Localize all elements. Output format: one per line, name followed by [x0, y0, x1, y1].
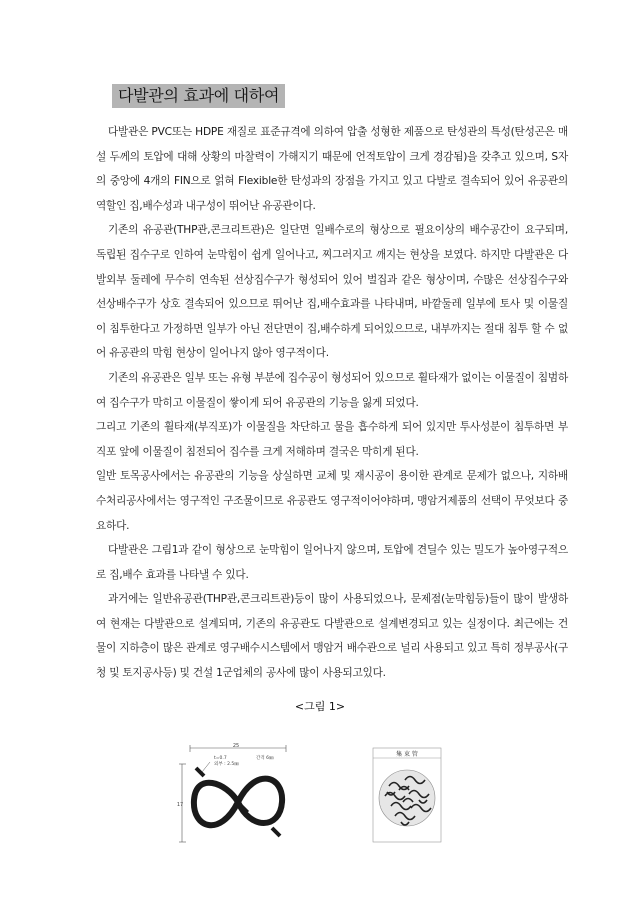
paragraph: 일반 토목공사에서는 유공관의 기능을 상실하면 교체 및 재시공이 용이한 관계로 문제가 없으나, 지하배수처리공사에서는 영구적인 구조물이므로 유공관도 영구적이어야하며, 맹암거제품의 선택이 무엇보다 중요하다.: [96, 470, 568, 532]
figure-caption: <그림 1>: [294, 700, 346, 713]
paragraph: 다발관은 PVC또는 HDPE 재질로 표준규격에 의하여 압출 성형한 제품으로 탄성관의 특성(탄성곤은 매설 두께의 토압에 대해 상황의 마찰력이 가해지기 때문에 언적토압이 크게 경감됨)을 갖추고 있으며, S자의 중앙에 4개의 FIN으로 얽혀 Flexible한 탄성과의 장점을 가지고 있고 다발로 결속되어 있어 유공관의 역할인 집,배수성과 내구성이 뛰어난 유공관이다.: [96, 126, 568, 212]
page-title: 다발관의 효과에 대하여: [112, 84, 285, 108]
dimension-height-label: 17: [176, 802, 184, 808]
paragraph: 과거에는 일반유공관(THP관,콘크리트관)등이 많이 사용되었으나, 문제점(눈막힘등)들이 많이 발생하여 현재는 다발관으로 설계되며, 기존의 유공관도 다발관으로 설계변경되고 있는 실정이다. 최근에는 건물이 지하층이 많은 관계로 영구배수시스템에서 맹암거 배수관으로 널리 사용되고 있고 특히 정부공사(구청 및 토지공사등) 및 건설 1군업체의 공사에 많이 사용되고있다.: [96, 593, 568, 680]
paragraph: 그리고 기존의 휠타재(부직포)가 이물질을 차단하고 물을 흡수하게 되어 있지만 투사성분이 침투하면 부직포 앞에 이물질이 침전되어 집수를 크게 저해하며 결국은 막히게 된다.: [96, 421, 568, 458]
bundle-label: 集 束 管: [396, 751, 418, 758]
spacing-label: 간격 6㎜: [256, 756, 274, 761]
outer-label: 외부 : 2.5㎜: [214, 762, 239, 767]
dimension-width-label: 25: [232, 743, 240, 749]
paragraph: 다발관은 그림1과 같이 형상으로 눈막힘이 일어나지 않으며, 토압에 견딜수 있는 밀도가 높아영구적으로 집,배수 효과를 나타낼 수 있다.: [96, 544, 568, 581]
paragraph: 기존의 유공관(THP관,콘크리트관)은 일단면 일배수로의 형상으로 필요이상의 배수공간이 요구되며, 독립된 집수구로 인하여 눈막힘이 쉽게 일어나고, 찌그러지고 깨지는 현상을 보였다. 하지만 다발관은 다발외부 둘레에 무수히 연속된 선상집수구가 형성되어 있어 벌집과 같은 형상이며, 수많은 선상집수구와 선상배수구가 상호 결속되어 있으므로 뛰어난 집,배수효과를 나타내며, 바깥둘레 일부에 토사 및 이물질이 침투한다고 가정하면 일부가 아닌 전단면이 집,배수하게 되어있으므로, 내부까지는 절대 침투 할 수 없어 유공관의 막힘 현상이 일어나지 않아 영구적이다.: [96, 224, 568, 360]
body-text: [96, 120, 568, 686]
bundled-pipe-figure: [365, 746, 449, 844]
thickness-label: t=0.7: [214, 756, 227, 761]
pipe-cross-section-figure: [176, 742, 294, 848]
paragraph: 기존의 유공관은 일부 또는 유형 부분에 집수공이 형성되어 있으므로 휠타재가 없이는 이물질이 침범하여 집수구가 막히고 이물질이 쌓이게 되어 유공관의 기능을 잃게 되었다.: [96, 371, 568, 409]
